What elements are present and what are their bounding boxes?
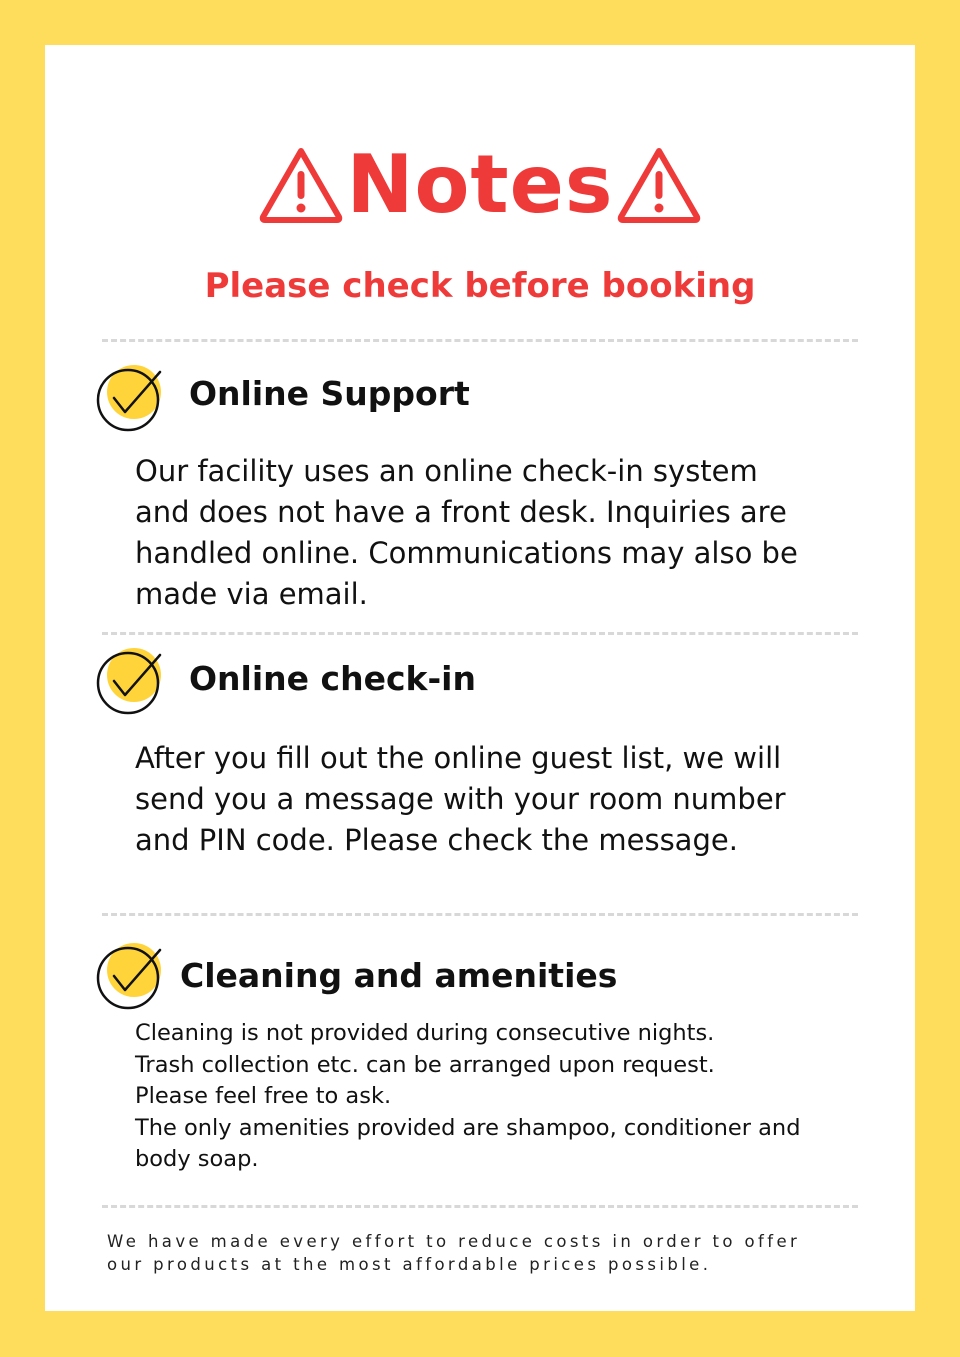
body-line: After you fill out the online guest list, we will: [135, 741, 782, 775]
body-line: and PIN code. Please check the message.: [135, 823, 738, 857]
page-title: Notes: [346, 138, 614, 231]
divider: [102, 913, 858, 916]
body-line: send you a message with your room number: [135, 782, 786, 816]
warning-triangle-icon: [616, 145, 702, 225]
body-line: Cleaning is not provided during consecutive nights.: [135, 1020, 715, 1046]
body-line: The only amenities provided are shampoo, conditioner and: [135, 1114, 801, 1141]
section-heading: Cleaning and amenities: [180, 956, 618, 995]
section-heading: Online Support: [189, 374, 470, 413]
divider: [102, 339, 858, 342]
section-heading: Online check-in: [189, 659, 476, 698]
footer-note: [107, 1230, 877, 1276]
divider: [102, 1205, 858, 1208]
body-line: made via email.: [135, 577, 368, 611]
footer-line: We have made every effort to reduce costs in order to offer: [107, 1232, 801, 1251]
footer-line: our products at the most affordable prices possible.: [107, 1255, 712, 1274]
check-circle-icon: [94, 360, 166, 432]
divider: [102, 632, 858, 635]
body-line: Please feel free to ask.: [135, 1083, 392, 1109]
body-line: Trash collection etc. can be arranged upon request.: [135, 1051, 715, 1078]
section-body: [135, 738, 865, 861]
warning-triangle-icon: [258, 145, 344, 225]
body-line: and does not have a front desk. Inquiries are: [135, 495, 787, 529]
body-line: body soap.: [135, 1146, 259, 1172]
section-body: [135, 1018, 855, 1176]
body-line: handled online. Communications may also be: [135, 536, 798, 570]
page-subtitle: Please check before booking: [204, 266, 756, 306]
check-circle-icon: [94, 643, 166, 715]
section-body: [135, 451, 865, 615]
body-line: Our facility uses an online check-in system: [135, 454, 758, 488]
title-row: [0, 140, 960, 230]
check-circle-icon: [94, 938, 166, 1010]
